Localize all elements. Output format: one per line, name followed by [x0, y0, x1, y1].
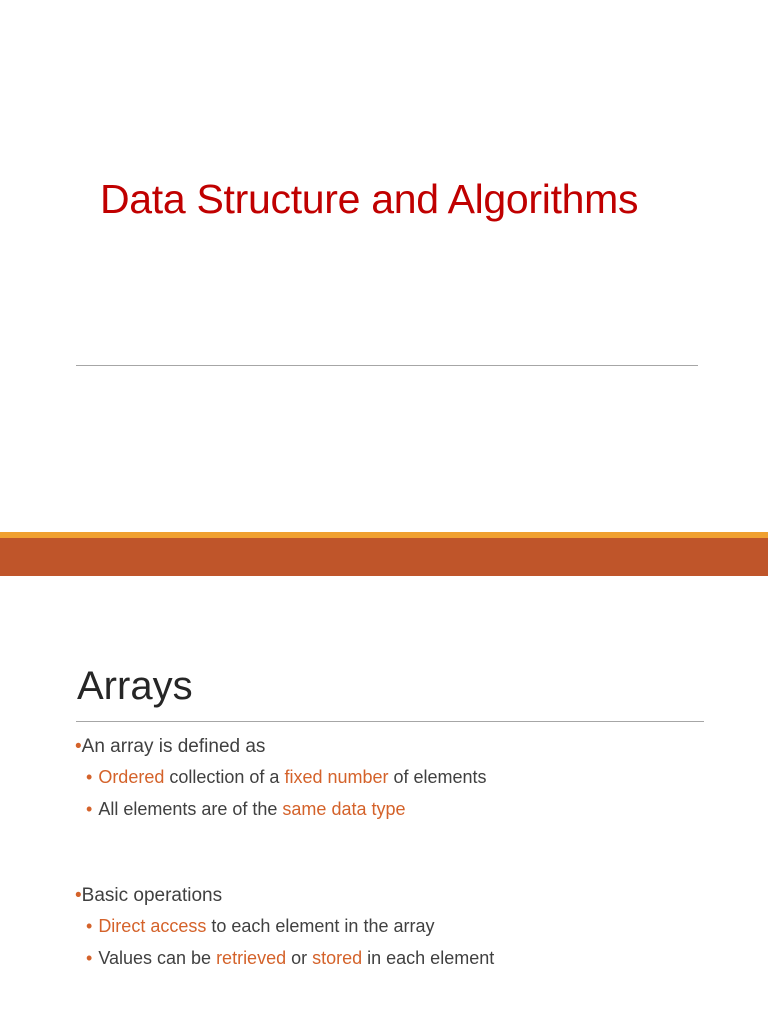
highlight-text: Ordered: [98, 767, 165, 787]
sub-bullet-text: to each element in the array: [206, 916, 435, 936]
highlight-text: fixed number: [284, 767, 389, 787]
bullet-icon: •: [86, 916, 93, 936]
arrays-slide: [0, 576, 768, 1024]
sub-bullet-item: [86, 799, 406, 820]
sub-bullet-text: collection of a: [164, 767, 285, 787]
bullet-icon: •: [75, 885, 82, 906]
highlight-text: same data type: [282, 799, 406, 819]
bullet-text: Basic operations: [81, 885, 223, 906]
slide-title: Data Structure and Algorithms: [100, 176, 639, 222]
sub-bullet-text: or: [286, 948, 313, 968]
bullet-item: [75, 736, 265, 758]
bullet-text: An array is defined as: [81, 736, 266, 757]
sub-bullet-text: in each element: [362, 948, 495, 968]
heading-divider: [76, 721, 704, 722]
bullet-item: [75, 885, 222, 907]
bullet-icon: •: [86, 948, 93, 968]
accent-band: [0, 538, 768, 576]
bullet-icon: •: [75, 736, 82, 757]
slide-heading: Arrays: [77, 664, 193, 708]
sub-bullet-item: [86, 916, 434, 937]
highlight-text: Direct access: [98, 916, 207, 936]
sub-bullet-text: All elements are of the: [98, 799, 283, 819]
sub-bullet-item: [86, 948, 494, 969]
sub-bullet-text: of elements: [388, 767, 487, 787]
sub-bullet-item: [86, 767, 487, 788]
bullet-icon: •: [86, 767, 93, 787]
bullet-icon: •: [86, 799, 93, 819]
sub-bullet-text: Values can be: [98, 948, 217, 968]
highlight-text: retrieved: [216, 948, 287, 968]
highlight-text: stored: [312, 948, 363, 968]
title-divider: [76, 365, 698, 366]
